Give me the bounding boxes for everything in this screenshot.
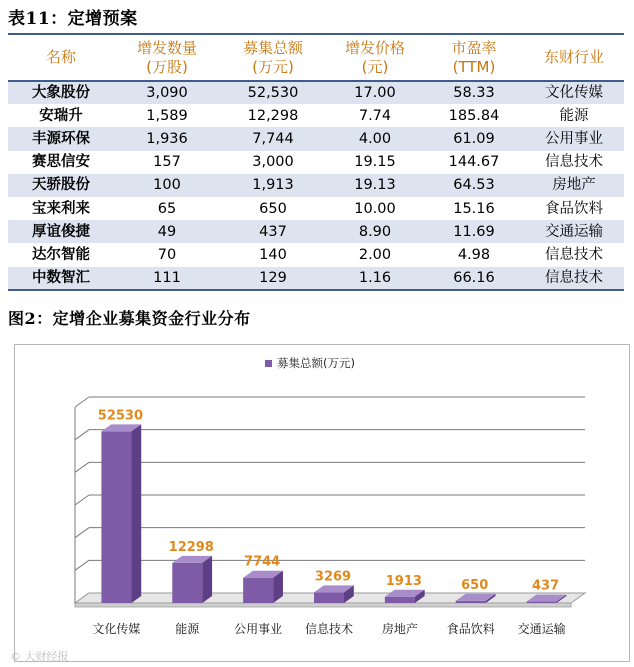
- table-row: [8, 127, 624, 150]
- cell-total: 7,744: [220, 127, 326, 150]
- cell-industry: 信息技术: [524, 267, 624, 290]
- cell-name: 丰源环保: [8, 127, 114, 150]
- cell-shares: 111: [114, 267, 220, 290]
- cell-name: 达尔智能: [8, 243, 114, 266]
- bar: [101, 431, 131, 603]
- table-row: [8, 243, 624, 266]
- table-row: [8, 174, 624, 197]
- bar: [172, 563, 202, 603]
- bar: [314, 592, 344, 603]
- cell-price: 17.00: [326, 81, 424, 104]
- cell-industry: 信息技术: [524, 151, 624, 174]
- bar: [243, 578, 273, 603]
- gridline-diag: [75, 495, 89, 505]
- cell-total: 52,530: [220, 81, 326, 104]
- bar: [527, 602, 557, 603]
- header-industry: 东财行业: [524, 35, 624, 81]
- cell-shares: 1,936: [114, 127, 220, 150]
- bar-side: [131, 424, 141, 603]
- cell-price: 1.16: [326, 267, 424, 290]
- x-tick-label: 交通运输: [517, 622, 566, 636]
- table-row: [8, 104, 624, 127]
- floor-edge: [75, 603, 571, 607]
- header-name: 名称: [8, 35, 114, 81]
- legend-label: 募集总额(万元): [277, 356, 355, 370]
- bar: [385, 597, 415, 603]
- x-tick-label: 房地产: [381, 622, 418, 636]
- cell-shares: 1,589: [114, 104, 220, 127]
- cell-name: 中数智汇: [8, 267, 114, 290]
- cell-total: 12,298: [220, 104, 326, 127]
- header-price: 增发价格 (元): [326, 35, 424, 81]
- table-row: [8, 81, 624, 104]
- gridline-diag: [75, 397, 89, 407]
- bar-chart: [15, 345, 631, 663]
- cell-pe: 58.33: [424, 81, 524, 104]
- cell-industry: 能源: [524, 104, 624, 127]
- cell-price: 10.00: [326, 197, 424, 220]
- figure-title: 图2：定增企业募集资金行业分布: [8, 309, 251, 328]
- table-row: [8, 197, 624, 220]
- cell-total: 3,000: [220, 151, 326, 174]
- placement-table: [8, 35, 624, 291]
- cell-shares: 49: [114, 220, 220, 243]
- header-pe: 市盈率 (TTM): [424, 35, 524, 81]
- cell-industry: 房地产: [524, 174, 624, 197]
- table-title: 表11：定增预案: [8, 9, 138, 29]
- cell-industry: 食品饮料: [524, 197, 624, 220]
- cell-pe: 4.98: [424, 243, 524, 266]
- cell-pe: 144.67: [424, 151, 524, 174]
- cell-price: 8.90: [326, 220, 424, 243]
- cell-shares: 157: [114, 151, 220, 174]
- cell-pe: 61.09: [424, 127, 524, 150]
- cell-name: 赛思信安: [8, 151, 114, 174]
- header-shares: 增发数量 (万股): [114, 35, 220, 81]
- gridline-diag: [75, 430, 89, 440]
- gridline-diag: [75, 462, 89, 472]
- cell-total: 437: [220, 220, 326, 243]
- cell-price: 4.00: [326, 127, 424, 150]
- data-label: 650: [461, 577, 489, 593]
- bar-side: [202, 556, 212, 603]
- cell-total: 1,913: [220, 174, 326, 197]
- cell-price: 7.74: [326, 104, 424, 127]
- table-row: [8, 220, 624, 243]
- cell-pe: 64.53: [424, 174, 524, 197]
- cell-name: 安瑞升: [8, 104, 114, 127]
- gridline-diag: [75, 528, 89, 538]
- data-label: 7744: [244, 554, 281, 570]
- legend-swatch: [265, 360, 272, 367]
- table-header-row: [8, 35, 624, 81]
- cell-name: 天骄股份: [8, 174, 114, 197]
- cell-total: 140: [220, 243, 326, 266]
- x-tick-label: 信息技术: [304, 622, 354, 636]
- x-tick-label: 公用事业: [234, 622, 283, 636]
- x-tick-label: 能源: [175, 622, 200, 636]
- data-label: 437: [532, 578, 560, 594]
- cell-industry: 文化传媒: [524, 81, 624, 104]
- cell-industry: 公用事业: [524, 127, 624, 150]
- chart-container: [14, 344, 630, 662]
- gridline-diag: [75, 560, 89, 570]
- data-label: 1913: [385, 573, 422, 589]
- cell-price: 19.15: [326, 151, 424, 174]
- cell-name: 宝来利来: [8, 197, 114, 220]
- cell-shares: 100: [114, 174, 220, 197]
- cell-pe: 185.84: [424, 104, 524, 127]
- table-row: [8, 267, 624, 290]
- cell-price: 2.00: [326, 243, 424, 266]
- cell-price: 19.13: [326, 174, 424, 197]
- cell-name: 大象股份: [8, 81, 114, 104]
- header-total: 募集总额 (万元): [220, 35, 326, 81]
- table-row: [8, 151, 624, 174]
- cell-shares: 70: [114, 243, 220, 266]
- cell-shares: 65: [114, 197, 220, 220]
- cell-pe: 66.16: [424, 267, 524, 290]
- x-tick-label: 文化传媒: [92, 622, 141, 636]
- data-label: 3269: [314, 569, 352, 585]
- data-label: 12298: [168, 539, 214, 555]
- cell-shares: 3,090: [114, 81, 220, 104]
- cell-pe: 15.16: [424, 197, 524, 220]
- cell-pe: 11.69: [424, 220, 524, 243]
- cell-total: 650: [220, 197, 326, 220]
- cell-name: 厚谊俊捷: [8, 220, 114, 243]
- x-tick-label: 食品饮料: [446, 622, 495, 636]
- bar: [456, 601, 486, 603]
- cell-industry: 交通运输: [524, 220, 624, 243]
- watermark: © 大财经报: [10, 650, 69, 663]
- cell-total: 129: [220, 267, 326, 290]
- data-label: 52530: [97, 408, 144, 424]
- cell-industry: 信息技术: [524, 243, 624, 266]
